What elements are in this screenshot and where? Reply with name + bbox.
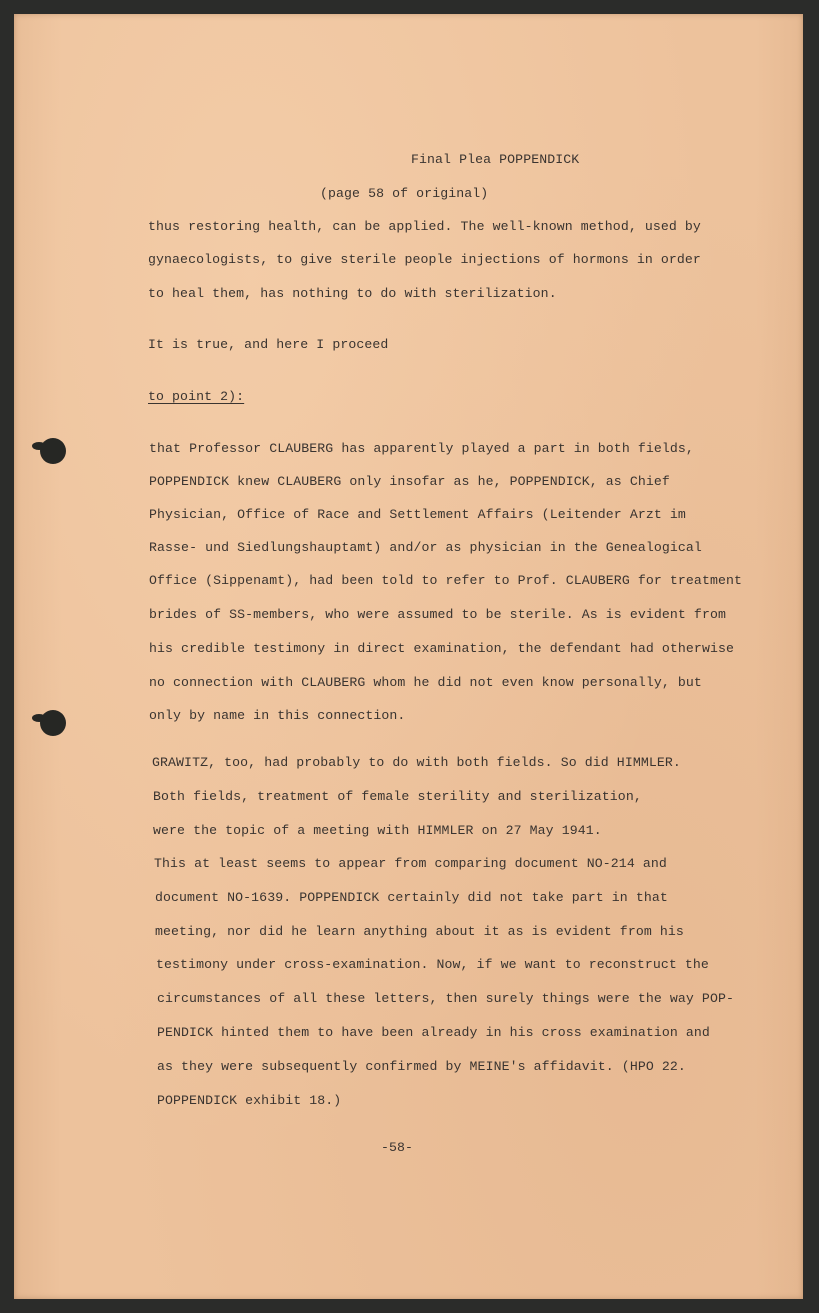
- paragraph-5-line: This at least seems to appear from comparing document NO-214 and: [154, 856, 667, 871]
- paragraph-5-line: as they were subsequently confirmed by MEINE's affidavit. (HPO 22.: [157, 1059, 686, 1074]
- document-title: Final Plea POPPENDICK: [411, 152, 580, 167]
- paragraph-4-line: his credible testimony in direct examination, the defendant had otherwise: [149, 641, 735, 656]
- paragraph-2-line: It is true, and here I proceed: [148, 337, 389, 352]
- page-number: -58-: [381, 1140, 414, 1155]
- document-page: [14, 14, 803, 1299]
- paragraph-4-line: Rasse- und Siedlungshauptamt) and/or as physician in the Genealogical: [149, 540, 702, 555]
- paragraph-5-line: testimony under cross-examination. Now, if we want to reconstruct the: [156, 957, 709, 972]
- paragraph-4-line: only by name in this connection.: [149, 708, 406, 723]
- paragraph-1-line: to heal them, has nothing to do with sterilization.: [148, 286, 557, 301]
- paragraph-5-line: were the topic of a meeting with HIMMLER on 27 May 1941.: [153, 823, 602, 838]
- punch-hole-top: [40, 438, 66, 464]
- paragraph-1-line: thus restoring health, can be applied. The well-known method, used by: [148, 219, 701, 234]
- paragraph-5-line: circumstances of all these letters, then surely things were the way POP-: [157, 991, 734, 1006]
- paragraph-5-line: GRAWITZ, too, had probably to do with both fields. So did HIMMLER.: [152, 755, 681, 770]
- paragraph-4-line: brides of SS-members, who were assumed to be sterile. As is evident from: [149, 607, 726, 622]
- paragraph-5-line: meeting, nor did he learn anything about it as is evident from his: [155, 924, 684, 939]
- paragraph-5-line: POPPENDICK exhibit 18.): [157, 1093, 342, 1108]
- punch-hole-bottom: [40, 710, 66, 736]
- paragraph-4-line: POPPENDICK knew CLAUBERG only insofar as he, POPPENDICK, as Chief: [149, 474, 670, 489]
- paragraph-1-line: gynaecologists, to give sterile people injections of hormons in order: [148, 252, 701, 267]
- paragraph-5-line: PENDICK hinted them to have been already in his cross examination and: [157, 1025, 710, 1040]
- paragraph-4-line: no connection with CLAUBERG whom he did not even know personally, but: [149, 675, 702, 690]
- point-2-heading: to point 2):: [148, 389, 245, 404]
- document-subtitle: (page 58 of original): [320, 186, 489, 201]
- paragraph-4-line: Office (Sippenamt), had been told to refer to Prof. CLAUBERG for treatment: [149, 573, 743, 588]
- paragraph-4-line: that Professor CLAUBERG has apparently played a part in both fields,: [149, 441, 694, 456]
- paragraph-4-line: Physician, Office of Race and Settlement Affairs (Leitender Arzt im: [149, 507, 686, 522]
- paragraph-5-line: document NO-1639. POPPENDICK certainly did not take part in that: [155, 890, 668, 905]
- paragraph-5-line: Both fields, treatment of female sterility and sterilization,: [153, 789, 642, 804]
